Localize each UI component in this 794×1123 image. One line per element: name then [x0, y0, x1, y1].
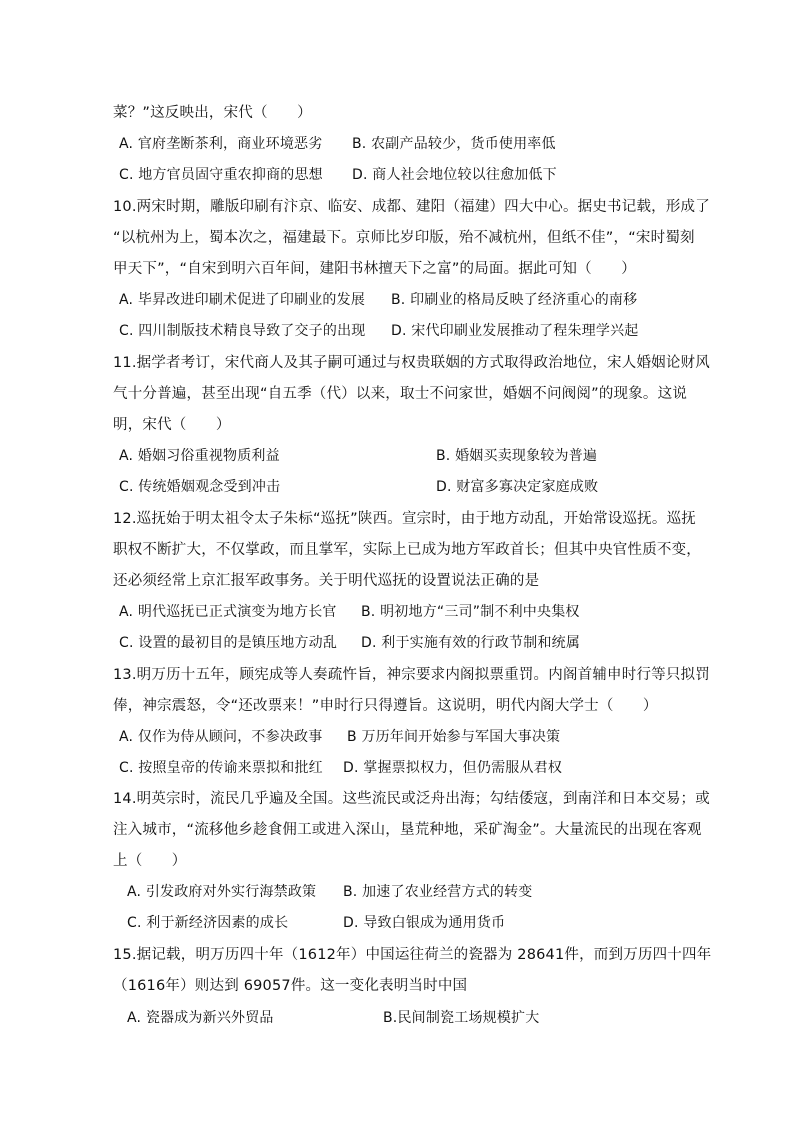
q9-stem-end: 菜？”这反映出，宋代（ ）	[113, 105, 312, 121]
q11-option-d: D. 财富多寡决定家庭成败	[436, 479, 599, 495]
q13-option-d: D. 掌握票拟权力，但仍需服从君权	[343, 760, 563, 776]
q14-option-b: B. 加速了农业经营方式的转变	[343, 884, 533, 900]
q14-option-c: C. 利于新经济因素的成长	[127, 915, 289, 931]
q14-stem-line-2: 注入城市，“流移他乡趁食佣工或进入深山，垦荒种地，采矿淘金”。大量流民的出现在客观	[113, 822, 702, 838]
q13-option-b: B 万历年间开始参与军国大事决策	[347, 729, 561, 745]
q11-stem-line-3: 明，宋代（ ）	[113, 417, 231, 433]
q10-stem-line-1: 10.两宋时期，雕版印刷有汴京、临安、成都、建阳（福建）四大中心。据史书记载，形成了	[113, 199, 710, 215]
q14-stem-line-3: 上（ ）	[113, 853, 187, 869]
q12-option-c: C. 设置的最初目的是镇压地方动乱	[119, 635, 338, 651]
q10-option-d: D. 宋代印刷业发展推动了程朱理学兴起	[391, 323, 639, 339]
q11-option-c: C. 传统婚姻观念受到冲击	[119, 479, 281, 495]
q11-option-b: B. 婚姻买卖现象较为普遍	[436, 448, 598, 464]
q15-option-b: B.民间制瓷工场规模扩大	[383, 1010, 540, 1026]
q12-stem-line-1: 12.巡抚始于明太祖令太子朱标“巡抚”陕西。宣宗时，由于地方动乱，开始常设巡抚。巡抚	[113, 511, 696, 527]
q15-stem-line-2: （1616年）则达到 69057件。这一变化表明当时中国	[113, 978, 468, 994]
q9-option-c: C. 地方官员固守重农抑商的思想	[119, 167, 323, 183]
q11-stem-line-2: 气十分普遍，甚至出现“自五季（代）以来，取士不问家世，婚姻不问阀阅”的现象。这说	[113, 386, 688, 402]
q9-option-a: A. 官府垄断茶利，商业环境恶劣	[119, 136, 323, 152]
q13-stem-line-1: 13.明万历十五年，顾宪成等人奏疏忤旨，神宗要求内阁拟票重罚。内阁首辅申时行等只拟罚	[113, 667, 710, 683]
q11-stem-line-1: 11.据学者考订，宋代商人及其子嗣可通过与权贵联姻的方式取得政治地位，宋人婚姻论财风	[113, 355, 710, 371]
q9-option-b: B. 农副产品较少，货币使用率低	[352, 136, 556, 152]
q13-option-c: C. 按照皇帝的传谕来票拟和批红	[119, 760, 323, 776]
q12-option-a: A. 明代巡抚已正式演变为地方长官	[119, 604, 337, 620]
q12-option-b: B. 明初地方“三司”制不利中央集权	[361, 604, 580, 620]
q10-option-c: C. 四川制版技术精良导致了交子的出现	[119, 323, 366, 339]
q12-stem-line-3: 还必须经常上京汇报军政事务。关于明代巡抚的设置说法正确的是	[113, 573, 540, 589]
q13-stem-line-2: 俸，神宗震怒，令“还改票来！”申时行只得遵旨。这说明，明代内阁大学士（ ）	[113, 698, 658, 714]
q15-option-a: A. 瓷器成为新兴外贸品	[127, 1010, 274, 1026]
q14-option-a: A. 引发政府对外实行海禁政策	[127, 884, 317, 900]
q13-option-a: A. 仅作为侍从顾问，不参决政事	[119, 729, 323, 745]
q10-option-a: A. 毕昇改进印刷术促进了印刷业的发展	[119, 292, 366, 308]
q10-option-b: B. 印刷业的格局反映了经济重心的南移	[391, 292, 638, 308]
q14-stem-line-1: 14.明英宗时，流民几乎遍及全国。这些流民或泛舟出海；勾结倭寇，到南洋和日本交易；或	[113, 791, 710, 807]
q15-stem-line-1: 15.据记载，明万历四十年（1612年）中国运往荷兰的瓷器为 28641件，而到万历四十四年	[113, 947, 712, 963]
q10-stem-line-2: “以杭州为上，蜀本次之，福建最下。京师比岁印版，殆不减杭州，但纸不佳”，“宋时蜀刻	[113, 230, 695, 246]
q9-option-d: D. 商人社会地位较以往愈加低下	[352, 167, 557, 183]
q12-option-d: D. 利于实施有效的行政节制和统属	[361, 635, 581, 651]
q12-stem-line-2: 职权不断扩大，不仅掌政，而且掌军，实际上已成为地方军政首长；但其中央官性质不变，	[113, 542, 701, 558]
q14-option-d: D. 导致白银成为通用货币	[343, 915, 506, 931]
q10-stem-line-3: 甲天下”，“自宋到明六百年间，建阳书林擅天下之富”的局面。据此可知（ ）	[113, 261, 636, 277]
q11-option-a: A. 婚姻习俗重视物质利益	[119, 448, 280, 464]
